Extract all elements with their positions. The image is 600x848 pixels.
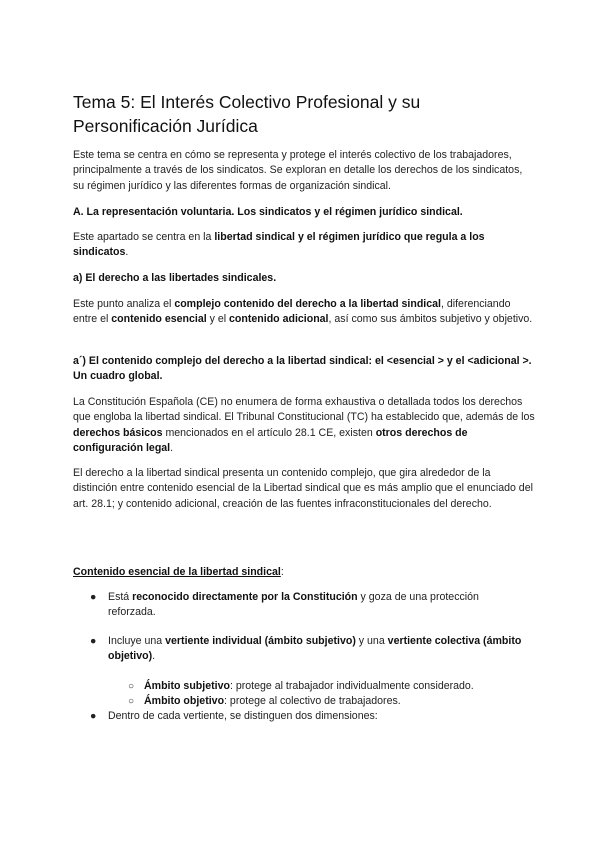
bullet-icon: ● <box>90 591 97 603</box>
circle-bullet-icon: ○ <box>128 696 135 707</box>
list-item-text: Incluye una vertiente individual (ámbito subjetivo) y una vertiente colectiva (ámbito objetivo). <box>108 635 522 663</box>
subsection-a1-heading-text: a´) El contenido complejo del derecho a la libertad sindical: el <esencial > y el <adicional >. Un cuadro global. <box>73 355 532 383</box>
sub-list-item-text: Ámbito objetivo: protege al colectivo de trabajadores. <box>144 695 401 707</box>
subsection-a-heading <box>73 271 535 286</box>
section-a-heading-text: A. La representación voluntaria. Los sindicatos y el régimen jurídico sindical. <box>73 206 463 218</box>
page-title: Tema 5: El Interés Colectivo Profesional y su Personificación Jurídica <box>73 92 421 136</box>
sub-a-text-4: , así como sus ámbitos subjetivo y objetivo. <box>328 313 533 326</box>
ce-text-b2: otros derechos de configuración legal <box>73 426 468 454</box>
circle-bullet-icon: ○ <box>128 681 135 692</box>
essential-heading-text: Contenido esencial de la libertad sindical <box>73 566 281 578</box>
intro-paragraph: Este tema se centra en cómo se representa y protege el interés colectivo de los trabajadores, principalmente a través de los sindicatos. Se exploran en detalle los derechos de los sindicatos, su régimen jurídico y las diferentes formas de organización sindical. <box>73 149 523 192</box>
ce-text-b1: derechos básicos <box>73 426 163 439</box>
subsection-a1-heading <box>73 354 535 385</box>
subsection-a-heading-text: a) El derecho a las libertades sindicales. <box>73 272 277 284</box>
section-a-text-2: . <box>125 246 129 259</box>
section-a-heading <box>73 205 535 220</box>
ce-paragraph <box>73 395 535 456</box>
bullet-icon: ● <box>90 710 97 722</box>
essential-heading-colon: : <box>280 566 284 578</box>
ce-text-1: La Constitución Española (CE) no enumera de forma exhaustiva o detallada todos los derechos que engloba la libertad sindical. El Tribunal Constitucional (TC) ha establecido que, además de los <box>73 396 535 424</box>
list-item-text: Dentro de cada vertiente, se distinguen dos dimensiones: <box>108 710 378 722</box>
ce-text-2: mencionados en el artículo 28.1 CE, existen <box>162 426 376 439</box>
sub-a-text-b1: complejo contenido del derecho a la libertad sindical <box>174 298 441 310</box>
section-a-text-1: Este apartado se centra en la <box>73 231 215 243</box>
subsection-a-paragraph <box>73 297 535 328</box>
complex-content-paragraph: El derecho a la libertad sindical presenta un contenido complejo, que gira alrededor de la distinción entre contenido esencial de la Libertad sindical que es más amplio que el enunciado del art. 28.1; y contenido adicional, creación de las fuentes infraconstitucionales del derecho. <box>73 467 533 510</box>
ce-text-3: . <box>170 441 174 454</box>
essential-content-heading <box>73 565 535 580</box>
sub-a-text-1: Este punto analiza el <box>73 298 175 310</box>
section-a-text-bold: libertad sindical y el régimen jurídico que regula a los sindicatos <box>73 231 485 259</box>
sub-a-text-b2: contenido esencial <box>111 313 207 326</box>
sub-a-text-b3: contenido adicional <box>229 313 329 326</box>
sub-list-item-text: Ámbito subjetivo: protege al trabajador individualmente considerado. <box>144 680 474 692</box>
sub-a-text-3: y el <box>206 313 230 326</box>
list-item-text: Está reconocido directamente por la Constitución y goza de una protección reforzada. <box>108 591 479 619</box>
section-a-paragraph <box>73 230 535 261</box>
bullet-icon: ● <box>90 635 97 647</box>
sub-a-text-2: , diferenciando entre el <box>73 298 511 326</box>
